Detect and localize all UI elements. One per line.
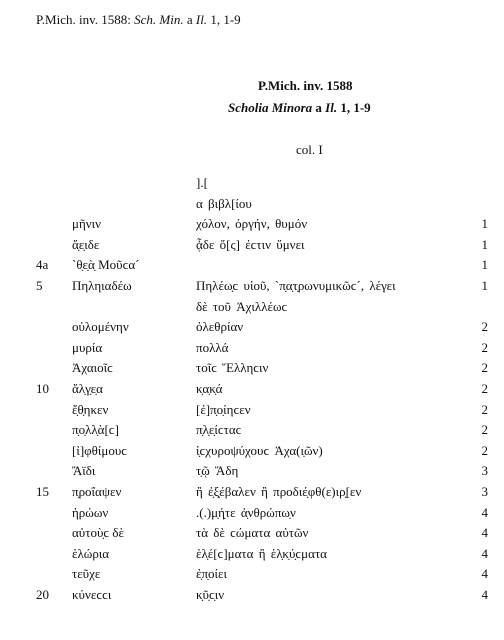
iliad-verse-ref: 4 bbox=[481, 566, 488, 582]
table-row bbox=[0, 402, 504, 422]
gloss: ὀλεθρίαν bbox=[196, 319, 244, 335]
lemma: π̣ροΐαψεν bbox=[72, 484, 122, 499]
gloss: ἰ̣ϲχυροψύχουϲ Ἀχα(ι̣ῶν) bbox=[196, 442, 323, 458]
gloss: .(.)μ̣ή̣τε ἀ̣νθρώπω̣ν bbox=[196, 504, 296, 520]
lemma: οὐλομένην bbox=[72, 319, 129, 335]
lemma: ἑλώρια bbox=[72, 545, 110, 561]
lemma: κύνεϲϲι bbox=[72, 587, 112, 602]
lemma: Πηληιαδέω bbox=[72, 278, 132, 293]
iliad-verse-ref: 4 bbox=[481, 525, 488, 541]
gloss: δὲ τοῦ Ἀχιλλέωϲ bbox=[196, 298, 288, 314]
iliad-verse-ref: 2 bbox=[481, 381, 488, 396]
gloss: κ̣ῦ̣ϲ̣ιν bbox=[196, 587, 225, 602]
lemma: αὐτοὺ̣ϲ δὲ bbox=[72, 525, 125, 541]
table-row bbox=[0, 566, 504, 586]
gloss: ἐ̣π̣οίει bbox=[196, 566, 227, 582]
subtitle-italic2: Il. bbox=[325, 100, 338, 115]
iliad-verse-ref: 3 bbox=[481, 484, 488, 499]
gloss: πολλά bbox=[196, 339, 229, 355]
table-row bbox=[0, 299, 504, 319]
running-head-prefix: P.Mich. inv. 1588: bbox=[36, 12, 135, 27]
lemma: ἡρώων bbox=[72, 504, 109, 520]
table-row bbox=[0, 422, 504, 442]
line-number: 20 bbox=[36, 587, 49, 602]
table-row bbox=[0, 257, 504, 277]
iliad-verse-ref: 4 bbox=[481, 545, 488, 561]
page-title: P.Mich. inv. 1588 bbox=[258, 78, 353, 93]
table-row bbox=[0, 381, 504, 401]
lemma: π̣ο̣λλ̣ὰ[ϲ] bbox=[72, 422, 119, 438]
gloss: Πηλέω̣ϲ υἱοῦ, `π̣α̣τ̣ρωνυμικῶϲ´, λέγει bbox=[196, 278, 396, 293]
iliad-verse-ref: 1 bbox=[481, 216, 488, 232]
page-subtitle bbox=[228, 100, 371, 116]
iliad-verse-ref: 1 bbox=[481, 236, 488, 252]
gloss: τὰ δὲ ϲώματα αὐτῶν bbox=[196, 525, 309, 541]
gloss: ἑλ̣έ[ϲ]ματα ἢ ἑλ̣κ̣ύ̣ϲματα bbox=[196, 545, 327, 561]
table-row bbox=[0, 463, 504, 483]
lemma: [ἰ]φθίμουϲ bbox=[72, 442, 128, 458]
running-head bbox=[36, 12, 241, 28]
gloss: ᾆδε ὅ[ς] ἐϲτιν ὕμνει bbox=[196, 236, 305, 252]
iliad-verse-ref: 2 bbox=[481, 422, 488, 438]
lemma: Ἄϊδι bbox=[72, 463, 96, 479]
table-row bbox=[0, 443, 504, 463]
table-row bbox=[0, 175, 504, 195]
iliad-verse-ref: 4 bbox=[481, 504, 488, 520]
iliad-verse-ref: 2 bbox=[481, 360, 488, 376]
line-number: 5 bbox=[36, 278, 43, 293]
running-head-mid: a bbox=[183, 12, 196, 27]
table-row bbox=[0, 525, 504, 545]
line-number: 10 bbox=[36, 381, 49, 396]
iliad-verse-ref: 2 bbox=[481, 339, 488, 355]
subtitle-suffix: 1, 1-9 bbox=[337, 100, 371, 115]
lemma: μυρία bbox=[72, 339, 103, 355]
gloss: ].[ bbox=[196, 175, 208, 190]
iliad-verse-ref: 4 bbox=[481, 587, 488, 602]
subtitle-italic: Scholia Minora bbox=[228, 100, 313, 115]
lemma: μῆνιν bbox=[72, 216, 102, 232]
gloss: χόλον, ὀργήν, θυμόν bbox=[196, 216, 308, 232]
table-row bbox=[0, 587, 504, 607]
iliad-verse-ref: 2 bbox=[481, 442, 488, 458]
gloss: α βιβλ[ίου bbox=[196, 195, 252, 211]
running-head-italic2: Il. bbox=[195, 12, 208, 27]
lemma: Ἀχαιοῖϲ bbox=[72, 360, 113, 376]
iliad-verse-ref: 3 bbox=[481, 463, 488, 479]
table-row bbox=[0, 360, 504, 380]
iliad-verse-ref: 1 bbox=[481, 257, 488, 273]
gloss: [ἐ]π̣ο̣ίηϲεν bbox=[196, 401, 251, 417]
gloss: τοῖϲ Ἕλληϲιν bbox=[196, 360, 269, 376]
gloss: π̣λ̣ε̣ίϲταϲ bbox=[196, 422, 242, 438]
table-row bbox=[0, 505, 504, 525]
lemma: ἔ̣θ̣ηκεν bbox=[72, 401, 109, 417]
table-row bbox=[0, 237, 504, 257]
column-label: col. I bbox=[296, 142, 323, 157]
running-head-italic: Sch. Min. bbox=[134, 12, 184, 27]
line-number: 15 bbox=[36, 484, 49, 499]
table-row bbox=[0, 319, 504, 339]
iliad-verse-ref: 2 bbox=[481, 319, 488, 335]
lemma: τεῦχε bbox=[72, 566, 101, 582]
lemma: ἄ̣ε̣ιδε bbox=[72, 236, 100, 252]
table-row bbox=[0, 546, 504, 566]
table-row bbox=[0, 196, 504, 216]
table-row bbox=[0, 340, 504, 360]
iliad-verse-ref: 1 bbox=[481, 278, 488, 293]
iliad-verse-ref: 2 bbox=[481, 401, 488, 417]
line-number: 4a bbox=[36, 257, 49, 273]
gloss: ἢ ἐ̣ξ̣έβαλεν ἢ προδιέ̣φθ(ε)ιρ̣[εν bbox=[196, 484, 362, 499]
table-row bbox=[0, 216, 504, 236]
gloss: κ̣α̣κ̣ά bbox=[196, 381, 223, 396]
lemma: `θ̣ε̣ὰ̣ Μοῦϲα´ bbox=[72, 257, 140, 273]
table-row bbox=[0, 278, 504, 298]
running-head-suffix: 1, 1-9 bbox=[207, 12, 241, 27]
subtitle-mid: a bbox=[312, 100, 326, 115]
lemma: ἄλ̣γ̣ε̣α bbox=[72, 381, 103, 396]
gloss: τ̣ῷ Ἅδη bbox=[196, 463, 239, 479]
table-row bbox=[0, 484, 504, 504]
